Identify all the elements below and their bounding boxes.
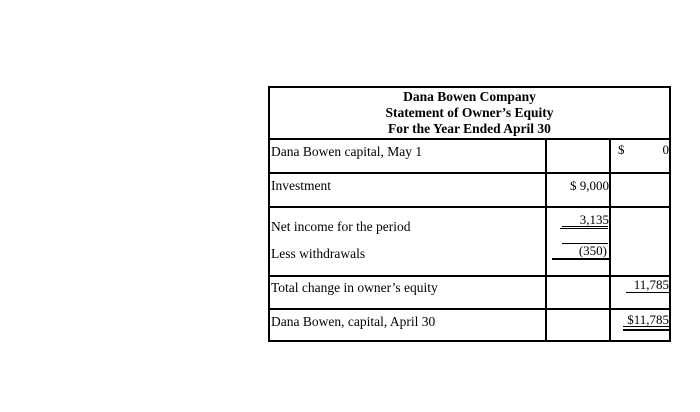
ending-capital-amount: $11,785 [627,312,669,327]
withdrawals-amount: (350) [578,243,607,258]
row-label-beginning-capital: Dana Bowen capital, May 1 [271,144,423,159]
row-label-net-income: Net income for the period [271,219,411,234]
statement-header [270,88,669,140]
column-divider [609,140,611,340]
row-label-ending-capital: Dana Bowen, capital, April 30 [271,314,436,329]
double-underline [623,326,669,327]
total-change-amount: 11,785 [633,277,669,292]
statement-of-owners-equity [268,86,671,342]
beginning-capital-amount: 0 [662,142,669,157]
investment-amount: $ 9,000 [570,178,609,193]
column-divider [545,140,547,340]
statement-title: Statement of Owner’s Equity [385,105,554,120]
row-label-investment: Investment [271,178,331,193]
row-label-total-change: Total change in owner’s equity [271,280,438,295]
underline [626,292,669,293]
underline [560,228,608,229]
underline [552,258,609,260]
statement-period: For the Year Ended April 30 [388,121,551,136]
net-income-amount: 3,135 [579,212,609,227]
dollar-sign: $ [618,142,625,157]
row-label-withdrawals: Less withdrawals [271,246,366,261]
double-underline [623,329,669,331]
underline [562,226,608,227]
company-name: Dana Bowen Company [403,89,536,104]
underline [562,243,608,244]
